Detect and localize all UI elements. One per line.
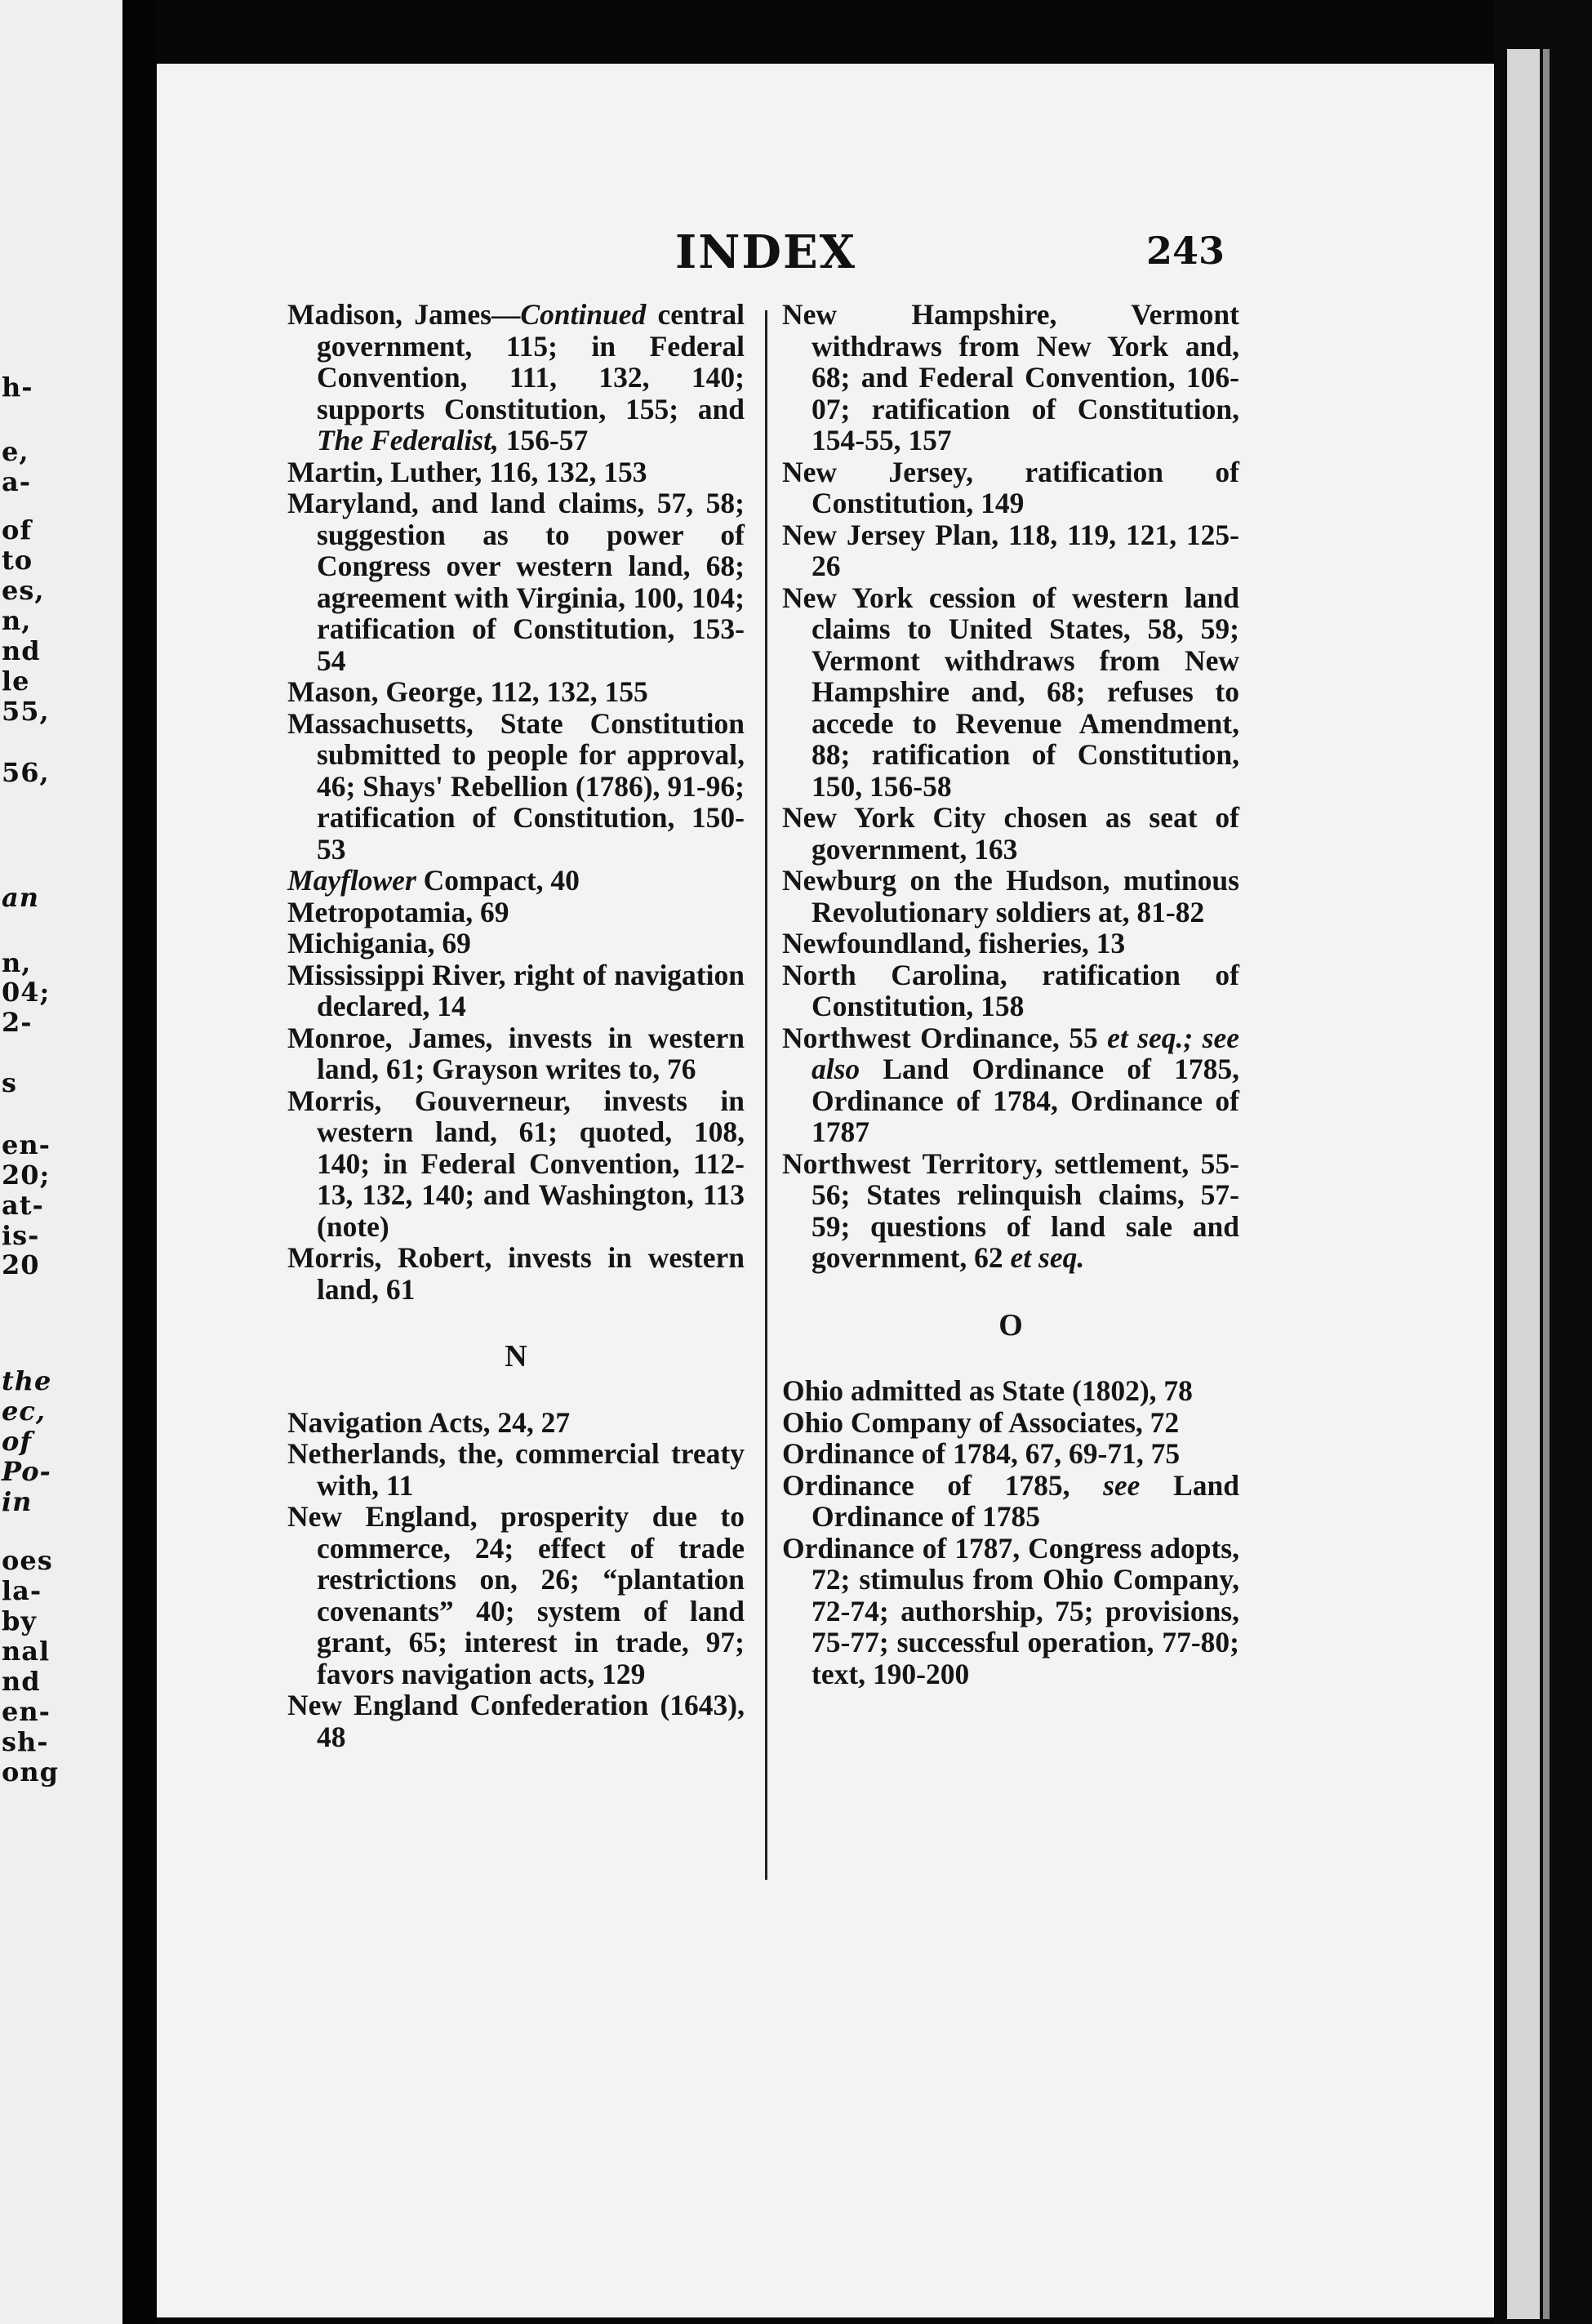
margin-fragment: oes <box>2 1545 53 1576</box>
index-entry <box>782 802 1239 865</box>
margin-fragment: in <box>2 1486 33 1517</box>
index-entry-text: Newburg on the Hudson, mutinous Revolutionary soldiers at, 81-82 <box>782 864 1239 928</box>
margin-fragment: es, <box>2 575 45 606</box>
index-entry-text: Ordinance of 1787, Congress adopts, 72; stimulus from Ohio Company, 72-74; authorship, 75; provisions, 75-77; successful operation, 77-80; text, 190-200 <box>782 1531 1239 1690</box>
index-entry-text: et seq. <box>1010 1241 1085 1274</box>
entry-group-m <box>287 299 745 1305</box>
index-entry-text: New England Confederation (1643), 48 <box>287 1689 745 1753</box>
index-entry-text: Mississippi River, right of navigation declared, 14 <box>287 958 745 1022</box>
index-entry <box>782 1533 1239 1690</box>
index-entry-text: Northwest Territory, settlement, 55-56; States relinquish claims, 57-59; questions of land sale and government, 62 <box>782 1146 1239 1274</box>
index-entry-text: Metropotamia, 69 <box>287 895 509 928</box>
margin-fragment: sh- <box>2 1726 49 1757</box>
index-entry <box>782 1148 1239 1274</box>
page-title: INDEX <box>675 225 857 279</box>
index-entry-text: 156-57 <box>498 424 589 456</box>
margin-fragment: e, <box>2 436 29 467</box>
index-entry <box>287 1022 745 1085</box>
gutter-shadow <box>122 0 157 2324</box>
index-entry <box>782 519 1239 582</box>
index-entry-text: Land Ordinance of 1785, Ordinance of 1784, Ordinance of 1787 <box>812 1053 1239 1148</box>
margin-fragment: en- <box>2 1129 51 1160</box>
margin-fragment: to <box>2 545 33 576</box>
margin-fragment: s <box>2 1067 18 1098</box>
index-entry <box>287 708 745 866</box>
margin-fragment: h- <box>2 372 33 403</box>
index-entry <box>782 456 1239 519</box>
index-entry-text: Navigation Acts, 24, 27 <box>287 1405 571 1439</box>
margin-fragment: ong <box>2 1756 59 1788</box>
index-entry <box>782 865 1239 928</box>
index-entry-text: Morris, Robert, invests in western land, 61 <box>287 1241 745 1306</box>
index-entry <box>782 1407 1239 1439</box>
index-entry <box>287 1407 745 1439</box>
entry-group-n-continued <box>782 299 1239 1274</box>
margin-fragment: a- <box>2 466 32 497</box>
index-entry <box>782 959 1239 1022</box>
margin-fragment: of <box>2 514 33 545</box>
index-column-right <box>782 299 1239 1690</box>
index-entry-text: Newfoundland, fisheries, 13 <box>782 927 1126 959</box>
margin-fragment: n, <box>2 947 32 978</box>
margin-fragment: 2- <box>2 1007 33 1038</box>
index-entry-text: Mayflower <box>287 864 416 897</box>
margin-fragment: by <box>2 1605 37 1636</box>
index-entry-text: Massachusetts, State Constitution submitted to people for approval, 46; Shays' Rebellion (1786), 91-96; ratification of Constitution, 150-53 <box>287 706 745 866</box>
index-entry-text: Maryland, and land claims, 57, 58; suggestion as to power of Congress over western land, 68; agreement with Virginia, 100, 104; ratification of Constitution, 153-54 <box>287 487 745 677</box>
index-entry-text: The Federalist, <box>317 424 499 456</box>
letter-heading-o: O <box>998 1307 1023 1342</box>
index-entry <box>782 1022 1239 1148</box>
index-entry-text: Ohio admitted as State (1802), 78 <box>782 1374 1193 1407</box>
index-entry-text: Ohio Company of Associates, 72 <box>782 1405 1180 1439</box>
index-entry-text: central government, 115; in Federal Convention, 111, 132, 140; supports Constitution, 155; and <box>317 298 745 425</box>
index-entry <box>287 1438 745 1501</box>
index-entry <box>782 928 1239 959</box>
index-entry-text: Morris, Gouverneur, invests in western land, 61; quoted, 108, 140; in Federal Convention, 112-13, 132, 140; and Washington, 113 (note) <box>287 1084 745 1243</box>
index-entry-text: et seq.; see also <box>812 1021 1239 1085</box>
margin-fragment: 56, <box>2 757 50 788</box>
margin-fragment: an <box>2 882 39 913</box>
index-entry-text: Mason, George, 112, 132, 155 <box>287 675 648 708</box>
index-entry-text: New England, prosperity due to commerce, 24; effect of trade restrictions on, 26; “plantation covenants” 40; system of land grant, 65; interest in trade, 97; favors navigation acts, 129 <box>287 1500 745 1690</box>
index-entry-text: Land Ordinance of 1785 <box>812 1468 1239 1533</box>
index-entry <box>287 1085 745 1243</box>
index-entry-text: New Hampshire, Vermont withdraws from New York and, 68; and Federal Convention, 106-07; ratification of Constitution, 154-55, 157 <box>782 298 1239 456</box>
margin-fragment: Po- <box>2 1456 51 1487</box>
index-entry-text: New Jersey, ratification of Constitution, 149 <box>782 455 1239 519</box>
column-divider <box>765 310 767 1880</box>
index-entry <box>782 1438 1239 1470</box>
margin-fragment: en- <box>2 1696 51 1727</box>
margin-fragment: nal <box>2 1636 51 1667</box>
page-edge <box>1494 0 1592 2324</box>
index-entry-text: Ordinance of 1784, 67, 69-71, 75 <box>782 1437 1181 1470</box>
index-entry-text: Northwest Ordinance, 55 <box>782 1021 1108 1054</box>
margin-fragment: the <box>2 1365 52 1396</box>
margin-fragment: nd <box>2 635 41 666</box>
entry-group-n <box>287 1407 745 1753</box>
margin-fragment: le <box>2 666 30 697</box>
index-entry-text: Monroe, James, invests in western land, 61; Grayson writes to, 76 <box>287 1021 745 1085</box>
margin-fragment: is- <box>2 1220 40 1251</box>
margin-fragment: 20; <box>2 1160 51 1191</box>
index-entry-text: Continued <box>520 298 647 331</box>
margin-fragment: n, <box>2 605 32 636</box>
index-entry <box>287 488 745 676</box>
index-entry <box>287 928 745 959</box>
index-entry-text: New York City chosen as seat of government, 163 <box>782 801 1239 866</box>
index-entry <box>287 1501 745 1690</box>
index-entry-text: New York cession of western land claims to United States, 58, 59; Vermont withdraws from New Hampshire and, 68; refuses to accede to Revenue Amendment, 88; ratification of Constitution, 150, 156-58 <box>782 581 1239 803</box>
index-entry <box>782 299 1239 456</box>
index-entry <box>782 1470 1239 1533</box>
index-entry-text: Netherlands, the, commercial treaty with, 11 <box>287 1437 745 1502</box>
index-column-left <box>287 299 745 1752</box>
margin-fragment: la- <box>2 1575 42 1606</box>
page-number: 243 <box>1146 229 1225 273</box>
index-entry-text: North Carolina, ratification of Constitution, 158 <box>782 958 1239 1022</box>
index-entry <box>782 1375 1239 1407</box>
margin-fragment: at- <box>2 1190 44 1221</box>
margin-fragment: 55, <box>2 696 50 727</box>
index-entry-text: New Jersey Plan, 118, 119, 121, 125-26 <box>782 518 1239 582</box>
index-entry-text: Compact, 40 <box>416 864 580 897</box>
index-entry-text: Ordinance of 1785, <box>782 1468 1104 1502</box>
margin-fragment: 04; <box>2 977 51 1008</box>
index-entry <box>287 959 745 1022</box>
margin-fragment: ec, <box>2 1396 46 1427</box>
index-entry-text: Madison, James— <box>287 298 521 331</box>
index-entry <box>287 897 745 928</box>
index-entry <box>782 582 1239 803</box>
letter-heading-n: N <box>505 1339 527 1373</box>
entry-group-o <box>782 1375 1239 1690</box>
margin-fragment: 20 <box>2 1249 40 1280</box>
index-page <box>157 64 1494 2317</box>
margin-fragment: nd <box>2 1666 41 1697</box>
index-entry <box>287 1242 745 1305</box>
index-entry-text: Martin, Luther, 116, 132, 153 <box>287 455 647 488</box>
index-entry <box>287 676 745 708</box>
index-entry <box>287 456 745 488</box>
index-entry <box>287 299 745 456</box>
index-entry-text: Michigania, 69 <box>287 927 471 959</box>
page-edge-shadow <box>1543 49 1550 2319</box>
index-entry-text: see <box>1103 1468 1141 1502</box>
margin-fragment: of <box>2 1426 33 1457</box>
index-entry <box>287 1690 745 1752</box>
index-entry <box>287 865 745 897</box>
page-edge-light <box>1507 49 1540 2319</box>
facing-page-margin <box>0 0 122 2324</box>
